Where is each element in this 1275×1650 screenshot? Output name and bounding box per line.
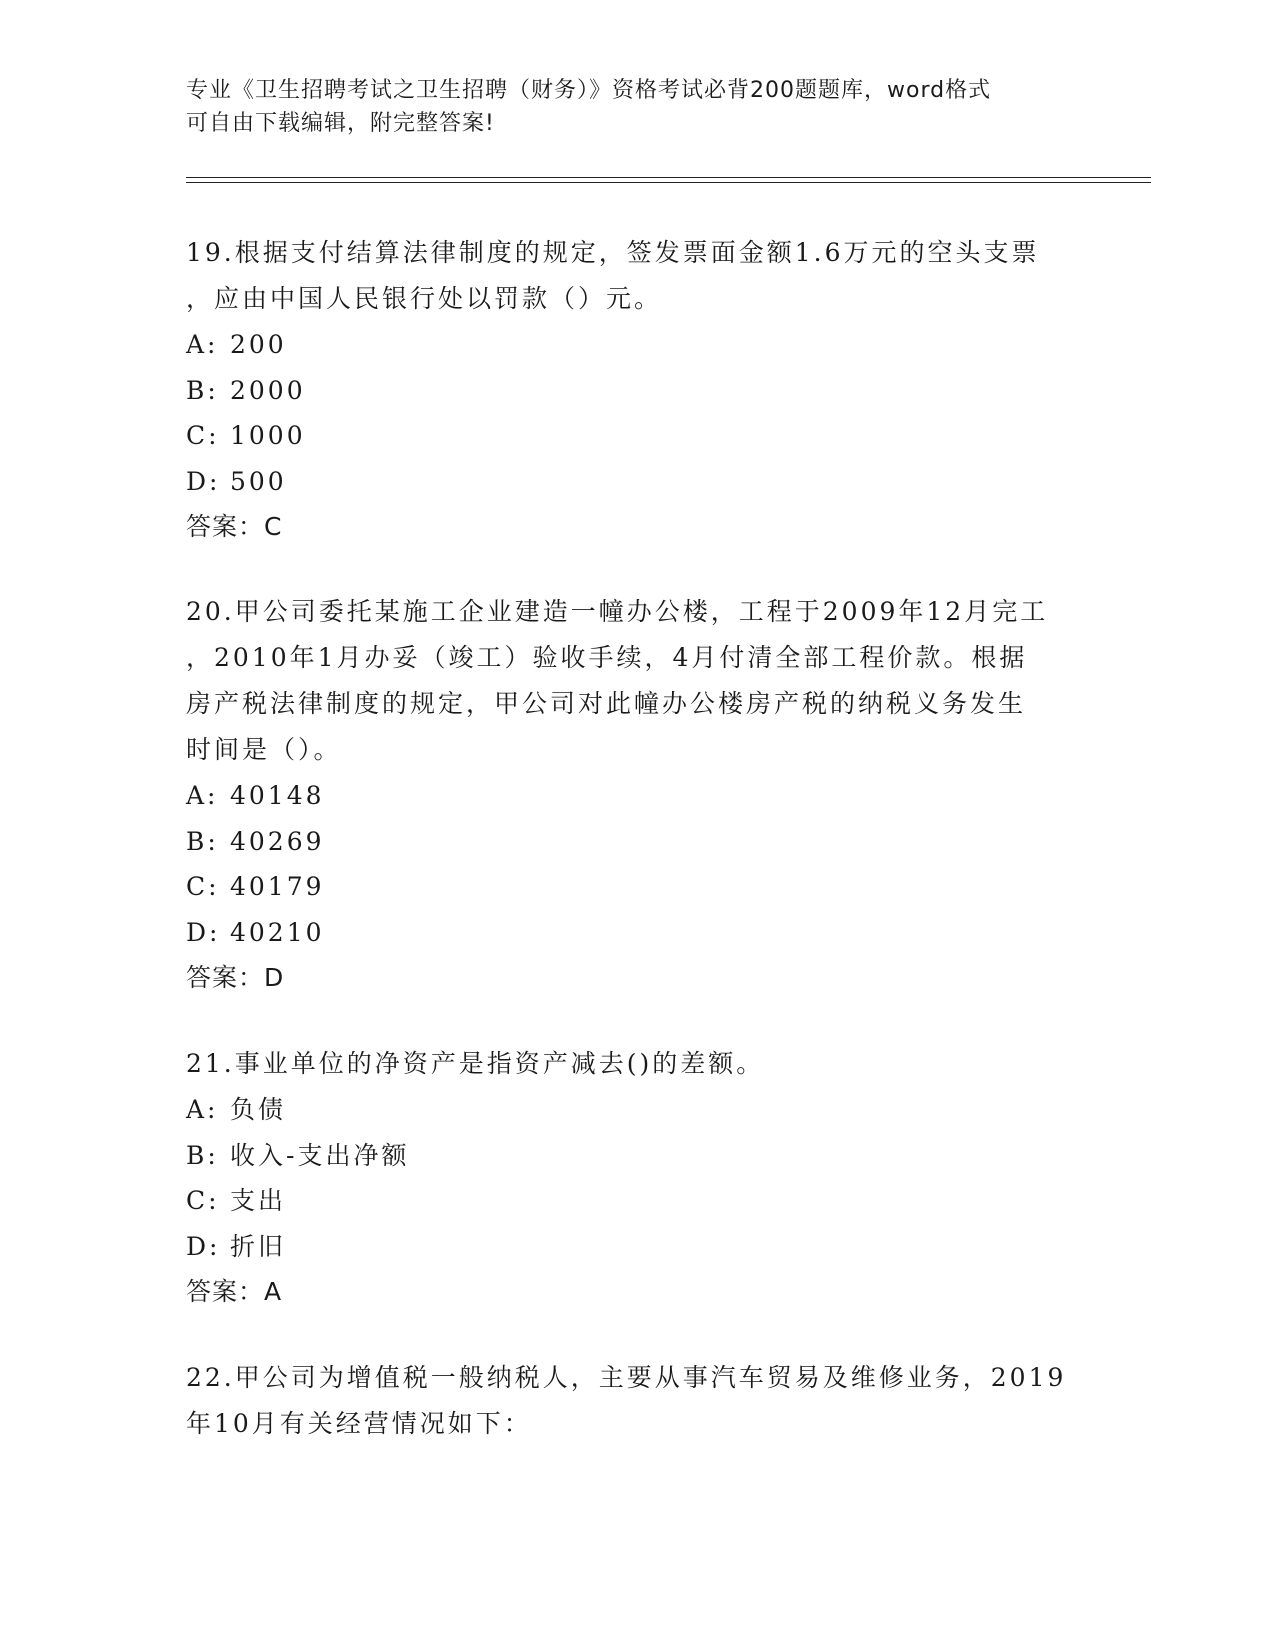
question-stem-line: 21.事业单位的净资产是指资产减去()的差额。 [186, 1049, 765, 1078]
header-divider-bottom [186, 182, 1151, 183]
answer-line: 答案：C [186, 512, 283, 541]
option-c: C: 支出 [186, 1186, 287, 1215]
option-d: D: 500 [186, 466, 287, 496]
header-line-2: 可自由下载编辑，附完整答案! [186, 111, 495, 136]
question-22 [186, 1355, 1086, 1447]
question-20 [186, 589, 1086, 1001]
question-19 [186, 230, 1086, 550]
document-header [186, 74, 1066, 140]
option-b: B: 40269 [186, 826, 325, 856]
option-d: D: 40210 [186, 917, 325, 947]
question-stem-line: ，2010年1月办妥（竣工）验收手续，4月付清全部工程价款。根据 [186, 643, 1028, 672]
header-divider-top [186, 177, 1151, 178]
option-c: C: 40179 [186, 872, 325, 901]
answer-line: 答案：D [186, 963, 285, 992]
option-b: B: 2000 [186, 375, 306, 405]
question-stem-line: 年10月有关经营情况如下： [186, 1409, 532, 1438]
option-b: B: 收入-支出净额 [186, 1140, 410, 1170]
question-stem-line: 22.甲公司为增值税一般纳税人，主要从事汽车贸易及维修业务，2019 [186, 1363, 1067, 1392]
option-a: A: 40148 [186, 781, 325, 810]
question-stem-line: 时间是（）。 [186, 735, 342, 764]
header-line-1: 专业《卫生招聘考试之卫生招聘（财务）》资格考试必背200题题库，word格式 [186, 78, 992, 103]
option-a: A: 200 [186, 330, 287, 359]
option-a: A: 负债 [186, 1095, 287, 1124]
question-21 [186, 1041, 1086, 1315]
question-stem-line: ，应由中国人民银行处以罚款（）元。 [186, 284, 663, 313]
question-stem-line: 20.甲公司委托某施工企业建造一幢办公楼，工程于2009年12月完工 [186, 597, 1049, 626]
option-d: D: 折旧 [186, 1231, 287, 1261]
answer-line: 答案：A [186, 1277, 283, 1306]
option-c: C: 1000 [186, 421, 306, 450]
question-stem-line: 19.根据支付结算法律制度的规定，签发票面金额1.6万元的空头支票 [186, 238, 1040, 267]
question-stem-line: 房产税法律制度的规定，甲公司对此幢办公楼房产税的纳税义务发生 [186, 689, 1027, 718]
